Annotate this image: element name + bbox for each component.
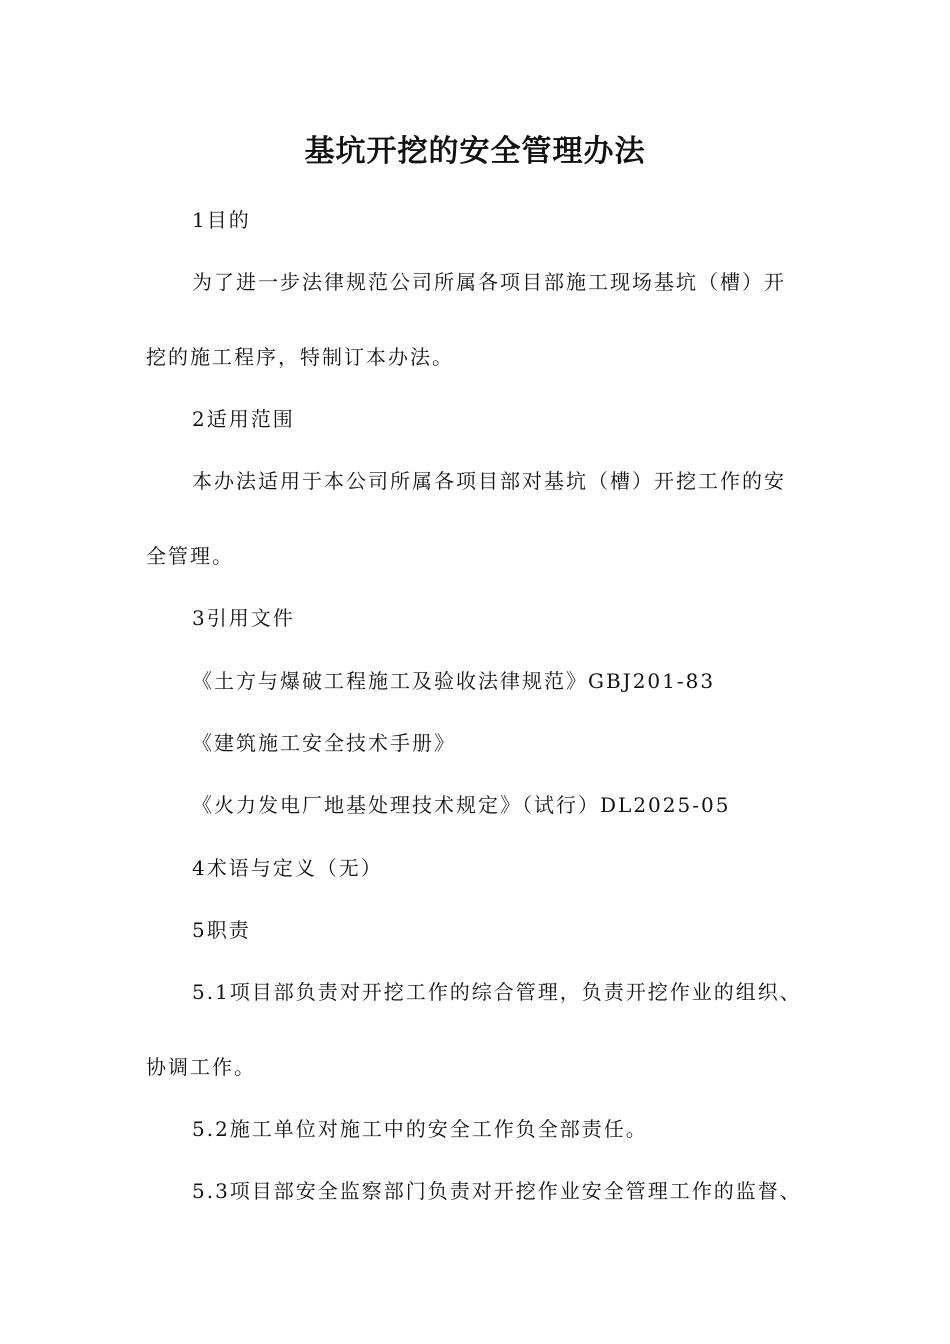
document-title: 基坑开挖的安全管理办法 — [304, 134, 646, 169]
reference-item: 《建筑施工安全技术手册》 — [192, 731, 456, 755]
section-heading-references: 3引用文件 — [192, 606, 295, 630]
paragraph-line: 5.2施工单位对施工中的安全工作负全部责任。 — [192, 1117, 648, 1141]
paragraph-line: 为了进一步法律规范公司所属各项目部施工现场基坑（槽）开 — [192, 270, 786, 294]
paragraph-line: 协调工作。 — [146, 1055, 256, 1079]
section-heading-responsibilities: 5职责 — [192, 918, 251, 942]
reference-item: 《火力发电厂地基处理技术规定》（试行）DL2025-05 — [192, 793, 731, 817]
section-heading-purpose: 1目的 — [192, 208, 251, 232]
paragraph-line: 5.1项目部负责对开挖工作的综合管理，负责开挖作业的组织、 — [192, 980, 802, 1004]
paragraph-line: 5.3项目部安全监察部门负责对开挖作业安全管理工作的监督、 — [192, 1179, 802, 1203]
reference-item: 《土方与爆破工程施工及验收法律规范》GBJ201-83 — [192, 669, 716, 693]
paragraph-line: 全管理。 — [146, 544, 234, 568]
section-heading-terms: 4术语与定义（无） — [192, 856, 383, 880]
section-heading-scope: 2适用范围 — [192, 407, 295, 431]
paragraph-line: 本办法适用于本公司所属各项目部对基坑（槽）开挖工作的安 — [192, 469, 786, 493]
paragraph-line: 挖的施工程序，特制订本办法。 — [146, 345, 454, 369]
